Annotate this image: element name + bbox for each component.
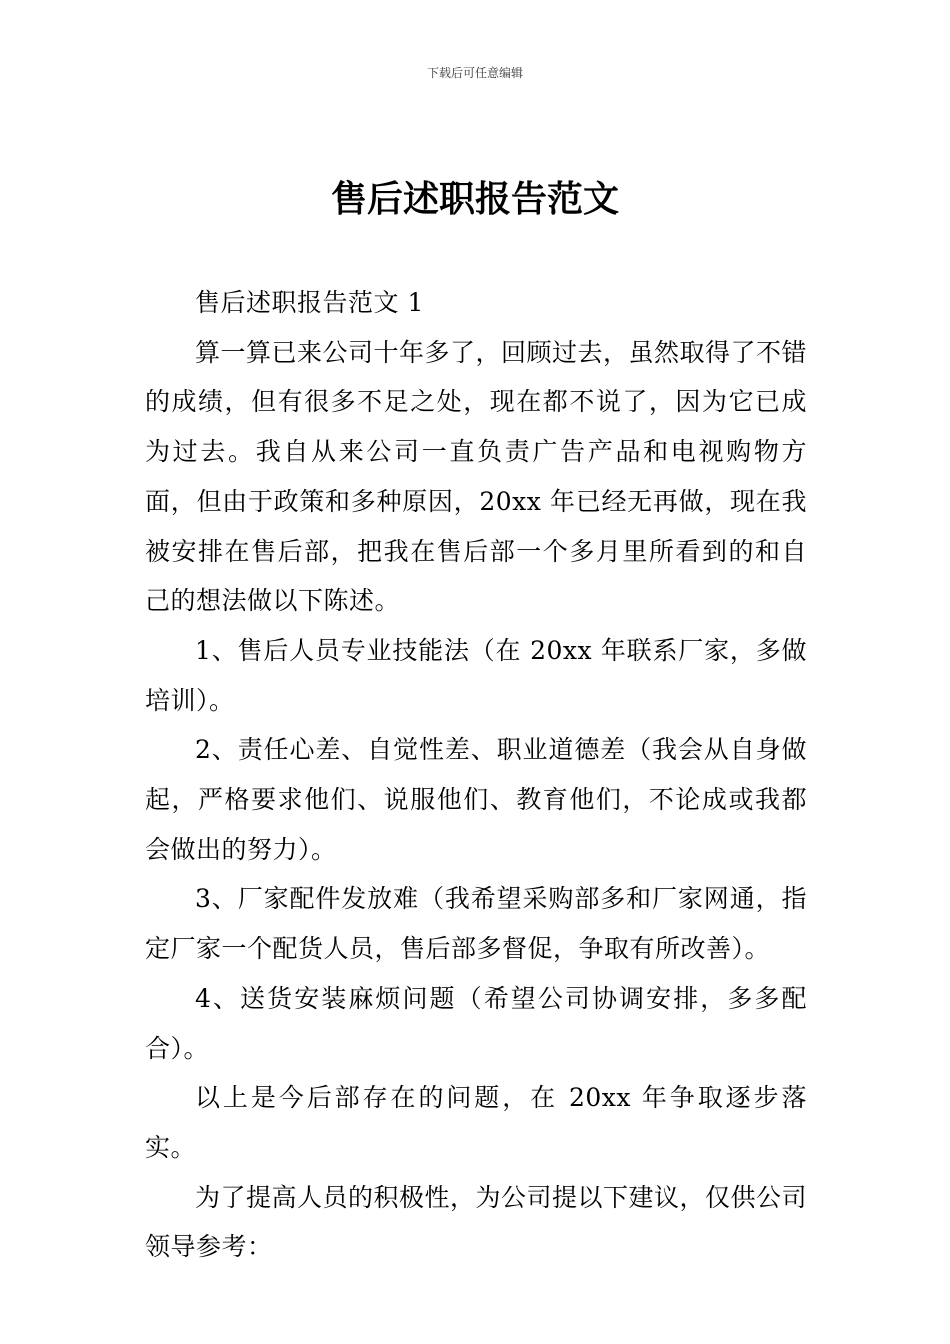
paragraph-item-3: 3、厂家配件发放难（我希望采购部多和厂家网通，指定厂家一个配货人员，售后部多督促，争取有所改善）。 xyxy=(145,884,807,964)
paragraph-summary: 以上是今后部存在的问题，在 20xx 年争取逐步落实。 xyxy=(145,1083,807,1162)
paragraph-suggestions: 为了提高人员的积极性，为公司提以下建议，仅供公司领导参考： xyxy=(145,1182,808,1262)
document-body xyxy=(145,278,807,1272)
paragraph-item-2: 2、责任心差、自觉性差、职业道德差（我会从自身做起，严格要求他们、说服他们、教育他们，不论成或我都会做出的努力）。 xyxy=(145,735,807,864)
paragraph-item-4: 4、送货安装麻烦问题（希望公司协调安排，多多配合）。 xyxy=(145,983,807,1063)
section-heading: 售后述职报告范文 1 xyxy=(195,288,424,317)
document-title: 售后述职报告范文 xyxy=(330,179,619,220)
paragraph-item-1: 1、售后人员专业技能法（在 20xx 年联系厂家，多做培训）。 xyxy=(145,635,807,715)
paragraph-intro: 算一算已来公司十年多了，回顾过去，虽然取得了不错的成绩，但有很多不足之处，现在都不说了，因为它已成为过去。我自从来公司一直负责广告产品和电视购物方面，但由于政策和多种原因，20xx 年已经无再做，现在我被安排在售后部，把我在售后部一个多月里所看到的和自己的想法做以下陈述。 xyxy=(145,337,808,616)
header-note: 下载后可任意编辑 xyxy=(426,66,523,80)
